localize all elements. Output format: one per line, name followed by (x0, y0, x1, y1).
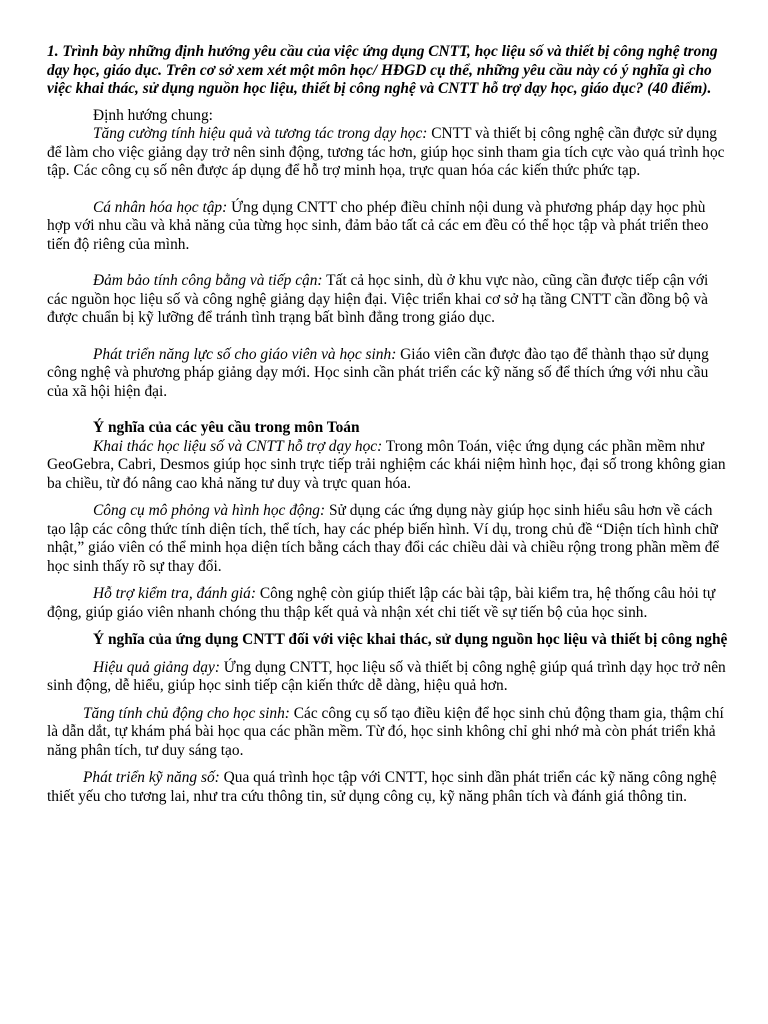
general-item-equity (47, 272, 729, 328)
item-title: Phát triển kỹ năng số: (83, 769, 220, 786)
item-text: Tất cả học sinh, dù ở khu vực nào, cũng cần được tiếp cận với các nguồn học liệu số và công nghệ giảng dạy hiện đại. Việc triển khai cơ sở hạ tầng CNTT cần đồng bộ và được chuẩn bị kỹ lưỡng để tránh tình trạng bất bình đẳng trong giáo dục. (47, 272, 709, 326)
math-item-assessment (47, 585, 729, 622)
math-section-heading: Ý nghĩa của các yêu cầu trong môn Toán (93, 419, 360, 436)
item-text: Qua quá trình học tập với CNTT, học sinh dần phát triển các kỹ năng công nghệ thiết yếu cho tương lai, như tra cứu thông tin, sử dụng công cụ, kỹ năng phân tích và đánh giá thông tin. (47, 769, 717, 805)
math-item-digital-resources (47, 438, 729, 494)
item-title: Khai thác học liệu số và CNTT hỗ trợ dạy học: (93, 437, 383, 455)
math-item-simulation-tools (47, 502, 729, 576)
ict-item-student-initiative (47, 705, 729, 761)
ict-item-digital-skills (47, 769, 729, 806)
item-title: Cá nhân hóa học tập: (93, 198, 228, 216)
item-text: Ứng dụng CNTT cho phép điều chỉnh nội dung và phương pháp dạy học phù hợp với nhu cầu và khả năng của từng học sinh, đảm bảo tất cả các em đều có thể học tập và phát triển theo tiến độ riêng của mình. (47, 198, 709, 253)
ict-item-teaching-efficiency (47, 659, 729, 696)
item-title: Phát triển năng lực số cho giáo viên và học sinh: (93, 345, 397, 363)
item-title: Tăng cường tính hiệu quả và tương tác trong dạy học: (93, 125, 428, 142)
item-text: Giáo viên cần được đào tạo để thành thạo sử dụng công nghệ và phương pháp giảng dạy mới. Học sinh cần phát triển các kỹ năng số để thích ứng với nhu cầu của xã hội hiện đại. (47, 345, 709, 400)
document-page (47, 43, 729, 806)
item-text: Công nghệ còn giúp thiết lập các bài tập, bài kiểm tra, hệ thống câu hỏi tự động, giúp giáo viên nhanh chóng thu thập kết quả và nhận xét chi tiết về sự tiến bộ của học sinh. (47, 585, 716, 621)
general-orientation-label: Định hướng chung: (93, 106, 213, 124)
ict-section-heading: Ý nghĩa của ứng dụng CNTT đối với việc khai thác, sử dụng nguồn học liệu và thiết bị công nghệ (93, 631, 728, 648)
general-item-interaction (47, 125, 729, 181)
question-text: 1. Trình bày những định hướng yêu cầu của việc ứng dụng CNTT, học liệu số và thiết bị công nghệ trong dạy học, giáo dục. Trên cơ sở xem xét một môn học/ HĐGD cụ thể, những yêu cầu này có ý nghĩa gì cho việc khai thác, sử dụng nguồn học liệu, thiết bị công nghệ và CNTT hỗ trợ dạy học, giáo dục? (40 điểm). (47, 43, 718, 97)
general-item-digital-competence (47, 346, 729, 402)
item-title: Hỗ trợ kiểm tra, đánh giá: (93, 585, 256, 602)
item-title: Đảm bảo tính công bằng và tiếp cận: (93, 272, 323, 289)
item-text: CNTT và thiết bị công nghệ cần được sử dụng để làm cho việc giảng dạy trở nên sinh động, tương tác hơn, giúp học sinh tham gia tích cực vào quá trình học tập. Các công cụ số nên được áp dụng để hỗ trợ minh họa, trực quan hóa các kiến thức phức tạp. (47, 125, 725, 179)
item-title: Công cụ mô phỏng và hình học động: (93, 502, 326, 519)
item-text: Trong môn Toán, việc ứng dụng các phần mềm như GeoGebra, Cabri, Desmos giúp học sinh trực tiếp trải nghiệm các khái niệm hình học, đại số trong không gian ba chiều, từ đó nâng cao khả năng tư duy và trực quan hóa. (47, 437, 726, 492)
item-text: Các công cụ số tạo điều kiện để học sinh chủ động tham gia, thậm chí là dẫn dắt, tự khám phá bài học qua các phần mềm. Từ đó, học sinh không chỉ ghi nhớ mà còn phát triển khả năng phân tích, tư duy sáng tạo. (47, 704, 724, 759)
item-text: Ứng dụng CNTT, học liệu số và thiết bị công nghệ giúp quá trình dạy học trở nên sinh động, dễ hiểu, giúp học sinh tiếp cận kiến thức dễ dàng, hiệu quả hơn. (47, 658, 726, 694)
item-text: Sử dụng các ứng dụng này giúp học sinh hiểu sâu hơn về cách tạo lập các công thức tính diện tích, thể tích, hay các phép biến hình. Ví dụ, trong chủ đề “Diện tích hình chữ nhật,” giáo viên có thể minh họa diện tích bằng cách thay đổi các chiều dài và chiều rộng trong phần mềm để học sinh thấy rõ sự thay đổi. (47, 502, 720, 575)
general-item-personalization (47, 199, 729, 255)
item-title: Hiệu quả giảng dạy: (93, 658, 220, 676)
item-title: Tăng tính chủ động cho học sinh: (83, 704, 290, 722)
